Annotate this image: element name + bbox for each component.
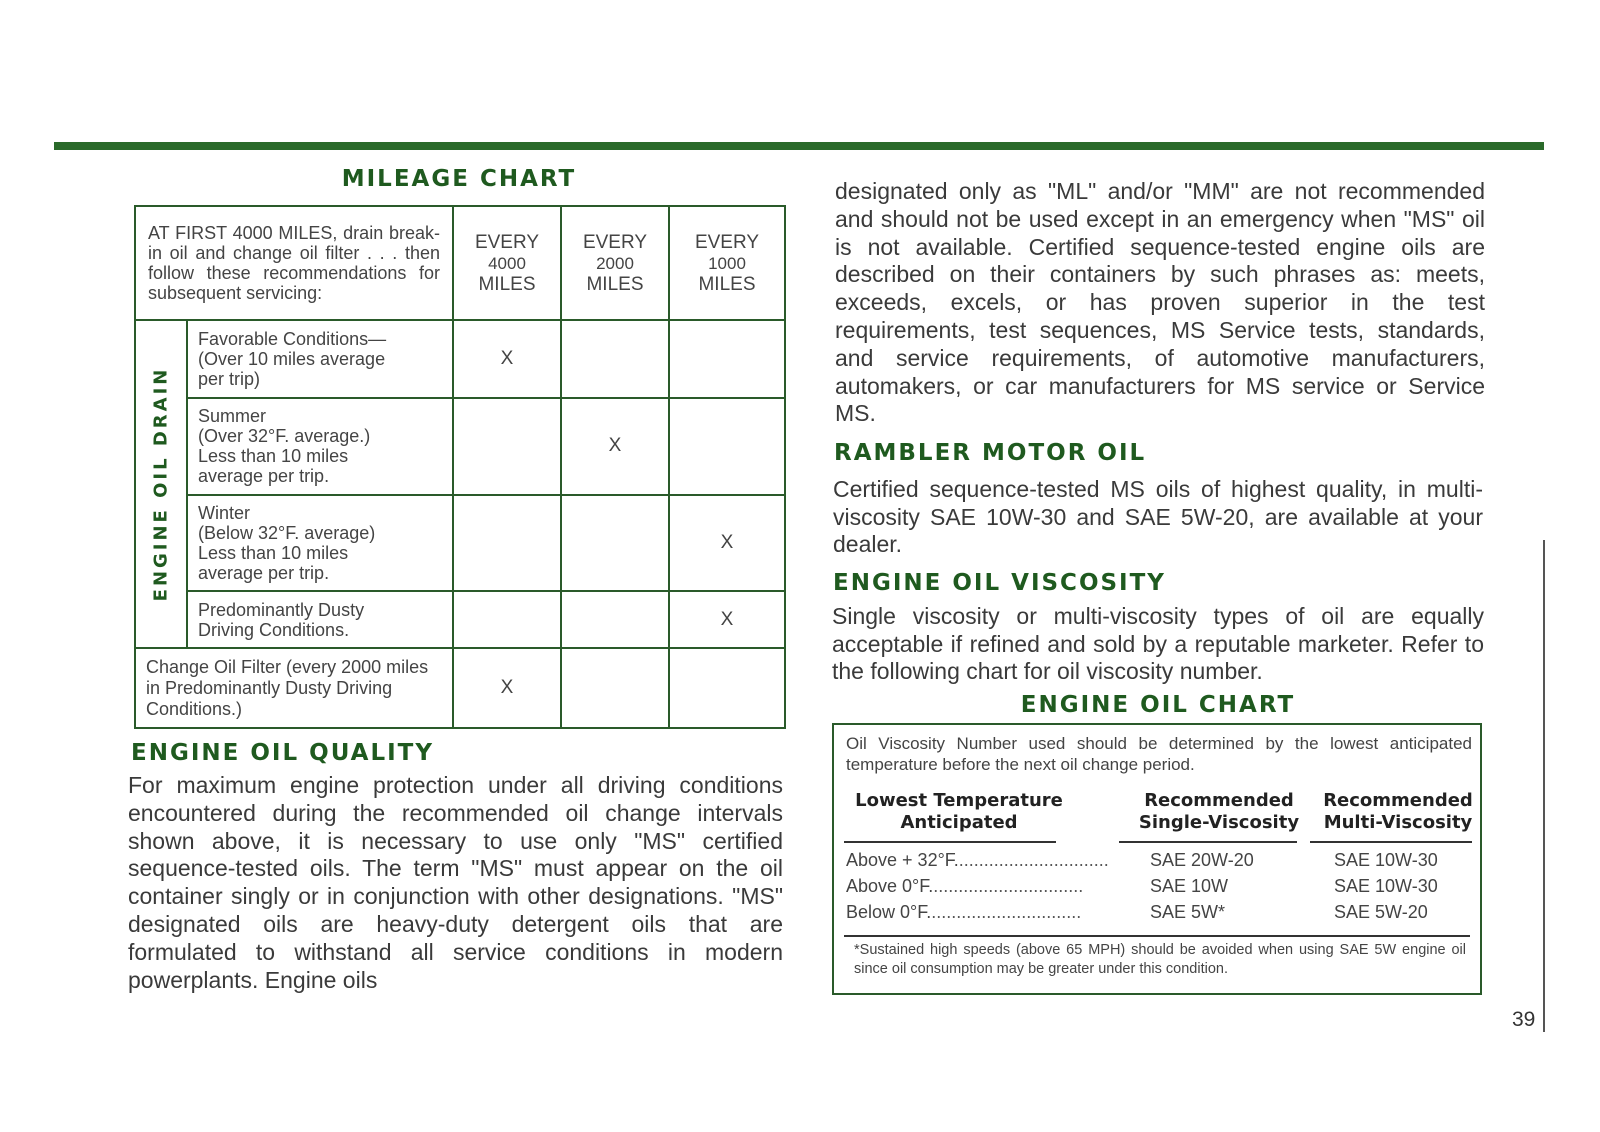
engine-oil-chart-title: ENGINE OIL CHART bbox=[1020, 692, 1296, 718]
engine-oil-drain-label-cell bbox=[135, 320, 187, 648]
engine-oil-drain-label: ENGINE OIL DRAIN bbox=[150, 366, 172, 602]
header-underline bbox=[844, 841, 1056, 843]
interval-every: EVERY bbox=[474, 231, 540, 253]
mark-cell bbox=[669, 320, 785, 397]
mark-cell bbox=[561, 648, 669, 728]
list-item: SAE 10W bbox=[1150, 876, 1229, 896]
mileage-intro: AT FIRST 4000 MILES, drain break-in oil and change oil filter . . . then follow these recommendations for subsequent servicing: bbox=[135, 206, 453, 320]
page-number: 39 bbox=[1512, 1008, 1536, 1031]
list-item bbox=[846, 847, 1111, 873]
condition-summer bbox=[187, 398, 453, 495]
engine-oil-viscosity-text: Single viscosity or multi-viscosity types of oil are equally acceptable if refined and sold by a reputable marketer. Refer to the following chart for oil viscosity number. bbox=[832, 603, 1484, 684]
temperature-value: Above + 32°F. bbox=[846, 850, 959, 870]
interval-4000 bbox=[453, 206, 561, 320]
interval-2000 bbox=[561, 206, 669, 320]
single-viscosity-list bbox=[1150, 847, 1310, 925]
mark-cell bbox=[453, 591, 561, 648]
temperature-value: Above 0°F. bbox=[846, 876, 934, 896]
header-line: Recommended bbox=[1323, 790, 1473, 811]
header-single-viscosity bbox=[1119, 790, 1319, 834]
condition-dusty bbox=[187, 591, 453, 648]
mileage-chart-table bbox=[134, 205, 786, 729]
mark-cell bbox=[561, 320, 669, 397]
interval-1000 bbox=[669, 206, 785, 320]
condition-line: Favorable Conditions— bbox=[198, 328, 387, 349]
header-line: Anticipated bbox=[900, 812, 1018, 833]
top-rule bbox=[54, 142, 1544, 150]
table-row bbox=[135, 398, 785, 495]
table-row bbox=[135, 648, 785, 728]
condition-line: Summer bbox=[198, 406, 267, 427]
condition-line: (Over 32°F. average.) bbox=[198, 426, 371, 447]
condition-line: (Over 10 miles average bbox=[198, 348, 386, 369]
oil-chart-footnote: *Sustained high speeds (above 65 MPH) should be avoided when using SAE 5W engine oil since oil consumption may be greater under this condition. bbox=[854, 942, 1466, 977]
header-line: Multi-Viscosity bbox=[1323, 812, 1473, 833]
mark-cell: X bbox=[453, 320, 561, 397]
list-item: SAE 10W-30 bbox=[1334, 876, 1438, 896]
temperature-value: Below 0°F. bbox=[846, 902, 932, 922]
list-item bbox=[846, 899, 1111, 925]
header-underline bbox=[1119, 841, 1297, 843]
multi-viscosity-list bbox=[1334, 847, 1474, 925]
interval-number: 4000 bbox=[488, 253, 526, 273]
header-lowest-temperature bbox=[844, 790, 1074, 834]
condition-line: average per trip. bbox=[198, 466, 330, 487]
leader-dots: .............................. bbox=[931, 902, 1082, 922]
table-row bbox=[135, 591, 785, 648]
mileage-chart-title: MILEAGE CHART bbox=[341, 166, 577, 192]
interval-unit: MILES bbox=[586, 273, 644, 295]
leader-dots: .............................. bbox=[933, 876, 1084, 896]
interval-every: EVERY bbox=[694, 231, 760, 253]
list-item: SAE 5W* bbox=[1150, 902, 1226, 922]
engine-oil-quality-text: For maximum engine protection under all driving conditions encountered during the recommended oil change intervals shown above, it is necessary to use only "MS" certified sequence-tested oils. The term "MS" must appear on the oil container singly or in conjunction with other designations. "MS" designated oils are heavy-duty detergent oils that are formulated to withstand all service conditions in modern powerplants. Engine oils bbox=[128, 772, 783, 993]
mark-cell bbox=[669, 648, 785, 728]
list-item: SAE 20W-20 bbox=[1150, 850, 1254, 870]
temperature-list bbox=[846, 847, 1111, 925]
mark-cell: X bbox=[669, 591, 785, 648]
condition-line: Less than 10 miles bbox=[198, 446, 349, 467]
condition-line: average per trip. bbox=[198, 562, 330, 583]
interval-every: EVERY bbox=[582, 231, 648, 253]
header-multi-viscosity bbox=[1314, 790, 1482, 834]
mark-cell bbox=[669, 398, 785, 495]
footnote-divider bbox=[844, 935, 1470, 937]
page-edge-line bbox=[1543, 540, 1545, 1032]
mark-cell: X bbox=[453, 648, 561, 728]
list-item bbox=[846, 873, 1111, 899]
header-underline bbox=[1310, 841, 1472, 843]
table-row bbox=[135, 320, 785, 397]
header-line: Single-Viscosity bbox=[1138, 812, 1300, 833]
condition-line: Less than 10 miles bbox=[198, 542, 349, 563]
mark-cell bbox=[453, 398, 561, 495]
engine-oil-chart-box bbox=[832, 723, 1482, 995]
change-oil-filter-row: Change Oil Filter (every 2000 miles in Predominantly Dusty Driving Conditions.) bbox=[135, 648, 453, 728]
condition-line: per trip) bbox=[198, 368, 261, 389]
condition-line: Predominantly Dusty bbox=[198, 599, 365, 620]
mark-cell bbox=[561, 591, 669, 648]
condition-line: Winter bbox=[198, 502, 251, 523]
header-line: Recommended bbox=[1144, 790, 1294, 811]
leader-dots: .............................. bbox=[958, 850, 1109, 870]
continued-paragraph: designated only as "ML" and/or "MM" are not recommended and should not be used except in an emergency when "MS" oil is not available. Certified sequence-tested engine oils are described on their containers by such phrases as: meets, exceeds, excels, or has proven superior in the test requirements, test sequences, MS Service tests, standards, and service requirements, of automotive manufacturers, automakers, or car manufacturers for MS service or Service MS. bbox=[835, 178, 1485, 427]
mark-cell bbox=[561, 495, 669, 592]
condition-line: (Below 32°F. average) bbox=[198, 522, 376, 543]
interval-number: 1000 bbox=[708, 253, 746, 273]
interval-number: 2000 bbox=[596, 253, 634, 273]
condition-favorable bbox=[187, 320, 453, 397]
mark-cell bbox=[453, 495, 561, 592]
rambler-motor-oil-title: RAMBLER MOTOR OIL bbox=[834, 440, 1147, 466]
oil-chart-intro: Oil Viscosity Number used should be determined by the lowest anticipated temperature before the next oil change period. bbox=[846, 734, 1472, 774]
mileage-header-row bbox=[135, 206, 785, 320]
engine-oil-viscosity-title: ENGINE OIL VISCOSITY bbox=[833, 570, 1166, 596]
mark-cell: X bbox=[669, 495, 785, 592]
engine-oil-quality-title: ENGINE OIL QUALITY bbox=[131, 740, 435, 766]
header-line: Lowest Temperature bbox=[855, 790, 1063, 811]
table-row bbox=[135, 495, 785, 592]
interval-unit: MILES bbox=[478, 273, 536, 295]
condition-line: Driving Conditions. bbox=[198, 619, 350, 640]
list-item: SAE 10W-30 bbox=[1334, 850, 1438, 870]
list-item: SAE 5W-20 bbox=[1334, 902, 1428, 922]
interval-unit: MILES bbox=[698, 273, 756, 295]
mark-cell: X bbox=[561, 398, 669, 495]
rambler-motor-oil-text: Certified sequence-tested MS oils of highest quality, in multi-viscosity SAE 10W-30 and SAE 5W-20, are available at your dealer. bbox=[833, 476, 1483, 557]
condition-winter bbox=[187, 495, 453, 592]
